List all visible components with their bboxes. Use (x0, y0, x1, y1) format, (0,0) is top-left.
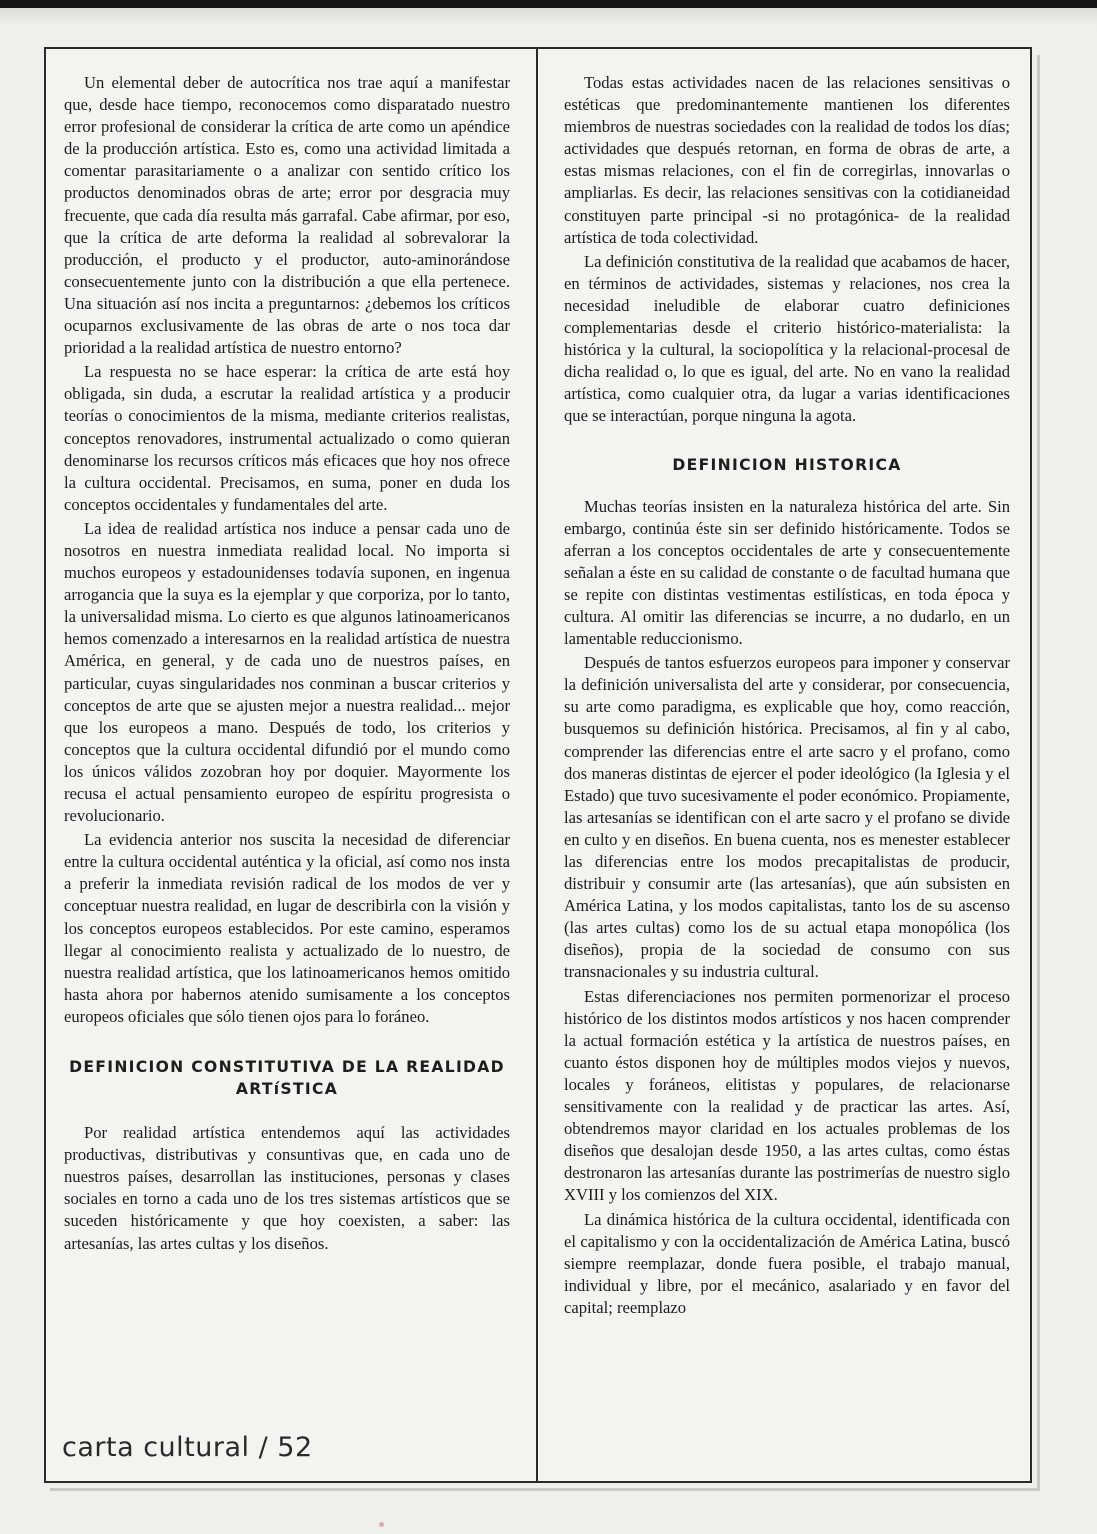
right-paragraph-3: Muchas teorías insisten en la naturaleza histórica del arte. Sin embargo, continúa éste sin ser definido históricamente. Todos se aferran a los conceptos occidentales de arte y consecuentemente señalan a éste en su calidad de constante o de facultad humana que se repite con distintas vestimentas estilísticas, en toda época y cultura. Al omitir las diferencias se incurre, a no dudarlo, en un lamentable reduccionismo. (564, 496, 1010, 649)
left-paragraph-2: La respuesta no se hace esperar: la crítica de arte está hoy obligada, sin duda, a escrutar la realidad artística y a producir teorías o conocimientos de la misma, mediante criterios realistas, conceptos renovadores, instrumental actualizado o como quieran denominarse los recursos críticos más eficaces que hoy nos ofrece la cultura occidental. Precisamos, en suma, poner en duda los conceptos occidentales y fundamentales del arte. (64, 362, 510, 514)
scan-top-edge (0, 0, 1097, 8)
right-column (564, 72, 1010, 1319)
right-paragraph-6: La dinámica histórica de la cultura occidental, identificada con el capitalismo y con la occidentalización de América Latina, buscó siempre reemplazar, donde fuera posible, el trabajo manual, individual y libre, por el mecánico, asalariado y en favor del capital; reemplazo (564, 1209, 1010, 1317)
left-paragraph-1: Un elemental deber de autocrítica nos trae aquí a manifestar que, desde hace tiempo, reconocemos como disparatado nuestro error profesional de considerar la crítica de arte como un apéndice de la producción artística. Esto es, como una actividad limitada a comentar parasitariamente o a analizar con sentido crítico los productos denominados obras de arte; error por desgracia muy frecuente, que cada día resulta más garrafal. Cabe afirmar, por eso, que la crítica de arte deforma la realidad al sobrevalorar la producción, el producto y el productor, auto-aminorándose consecuentemente junto con la distribución a que ella pertenece. Una situación así nos incita a preguntarnos: ¿debemos los críticos ocuparnos exclusivamente de las obras de arte o nos toca dar prioridad a la realidad artística de nuestro entorno? (64, 73, 510, 358)
right-paragraph-5: Estas diferenciaciones nos permiten pormenorizar el proceso histórico de los distintos modos artísticos y nos hacen comprender la actual formación estética y la artística de nuestros países, en cuanto éstos disponen hoy de múltiples modos viejos y nuevos, locales y foráneos, elitistas y populares, de relacionarse sensitivamente con la realidad y de practicar las artes. Así, obtendremos mayor claridad en los actuales problemas de los diseños que desalojan desde 1950, a las artes cultas, como éstas destronaron las artesanías durante las postrimerías de nuestro siglo XVIII y los comienzos del XIX. (564, 986, 1010, 1205)
section-heading-historica: DEFINICION HISTORICA (672, 455, 902, 474)
right-paragraph-2: La definición constitutiva de la realidad que acabamos de hacer, en términos de actividades, sistemas y relaciones, nos crea la necesidad ineludible de elaborar cuatro definiciones complementarias desde el criterio histórico-materialista: la histórica y la cultural, la sociopolítica y la relacional-procesal de dicha realidad o, lo que es igual, del arte. No en vano la realidad artística, como cualquier otra, da lugar a varias identificaciones que se interactúan, porque ninguna la agota. (564, 251, 1010, 426)
left-paragraph-3: La idea de realidad artística nos induce a pensar cada uno de nosotros en nuestra inmediata realidad local. No importa si muchos europeos y estadounidenses todavía suponen, en ingenua arrogancia que la suya es la ejemplar y que corporiza, por lo tanto, la universalidad misma. Lo cierto es que algunos latinoamericanos hemos comenzado a interesarnos en la realidad artística de nuestra América, en general, y de cada uno de nuestros países, en particular, cuyas singularidades nos conminan a buscar criterios y conceptos de arte que se ajusten mejor a nuestra realidad... mejor que los europeos a mano. Después de todo, los criterios y conceptos que la cultura occidental difundió por el mundo como los únicos válidos zozobran hoy por doquier. Mayormente los recusa el actual pensamiento europeo de espíritu progresista o revolucionario. (64, 518, 510, 826)
page-footer: carta cultural / 52 (62, 1432, 313, 1463)
left-column (64, 72, 510, 1255)
scan-shadow (0, 8, 1097, 26)
column-divider (536, 49, 538, 1481)
left-paragraph-4: La evidencia anterior nos suscita la necesidad de diferenciar entre la cultura occidental auténtica y la oficial, así como nos insta a preferir la inmediata revisión radical de los modos de ver y conceptuar nuestra realidad, en lugar de describirla con la visión y los conceptos europeos establecidos. Por este camino, esperamos llegar al conocimiento realista y actualizado de lo nuestro, de nuestra realidad artística, que los latinoamericanos hemos omitido hasta ahora por habernos atenido sumisamente a los conceptos europeos oficiales que sólo tienen ojos para lo foráneo. (64, 830, 510, 1026)
left-paragraph-5: Por realidad artística entendemos aquí las actividades productivas, distributivas y consuntivas que, en cada uno de nuestros países, desarrollan las instituciones, personas y clases sociales en torno a cada uno de los tres sistemas artísticos que se suceden históricamente y que hoy coexisten, a saber: las artesanías, las artes cultas y los diseños. (64, 1123, 510, 1253)
right-paragraph-4: Después de tantos esfuerzos europeos para imponer y conservar la definición universalista del arte y considerar, por consecuencia, su arte como paradigma, es explicable que hoy, como reacción, busquemos su definición histórica. Precisamos, al fin y al cabo, comprender las diferencias entre el arte sacro y el profano, como dos maneras distintas de ejercer el poder ideológico (la Iglesia y el Estado) que tuvo sucesivamente el poder económico. Propiamente, las artesanías se identifican con el arte sacro y el profano se divide en culto y en diseños. En buena cuenta, nos es menester establecer las diferencias entre los modos precapitalistas de producir, distribuir y consumir arte (las artesanías), que aún subsisten en América Latina, y los modos capitalistas, tanto los de su ascenso (las artes cultas) como los de su actual etapa monopólica (los diseños), propia de la sociedad de consumo con sus transnacionales y su industria cultural. (564, 653, 1010, 982)
right-paragraph-1: Todas estas actividades nacen de las relaciones sensitivas o estéticas que predominantemente mantienen los diferentes miembros de nuestras sociedades con la realidad de todos los días; actividades que después retornan, en forma de obras de arte, a estas mismas relaciones, con el fin de corregirlas, innovarlas o ampliarlas. Es decir, las relaciones sensitivas con la cotidianeidad constituyen parte principal -si no protagónica- de la realidad artística de toda colectividad. (564, 73, 1010, 247)
section-heading-constitutiva: DEFINICION CONSTITUTIVA DE LA REALIDAD ARTíSTICA (69, 1058, 505, 1099)
scan-mark (379, 1522, 384, 1527)
